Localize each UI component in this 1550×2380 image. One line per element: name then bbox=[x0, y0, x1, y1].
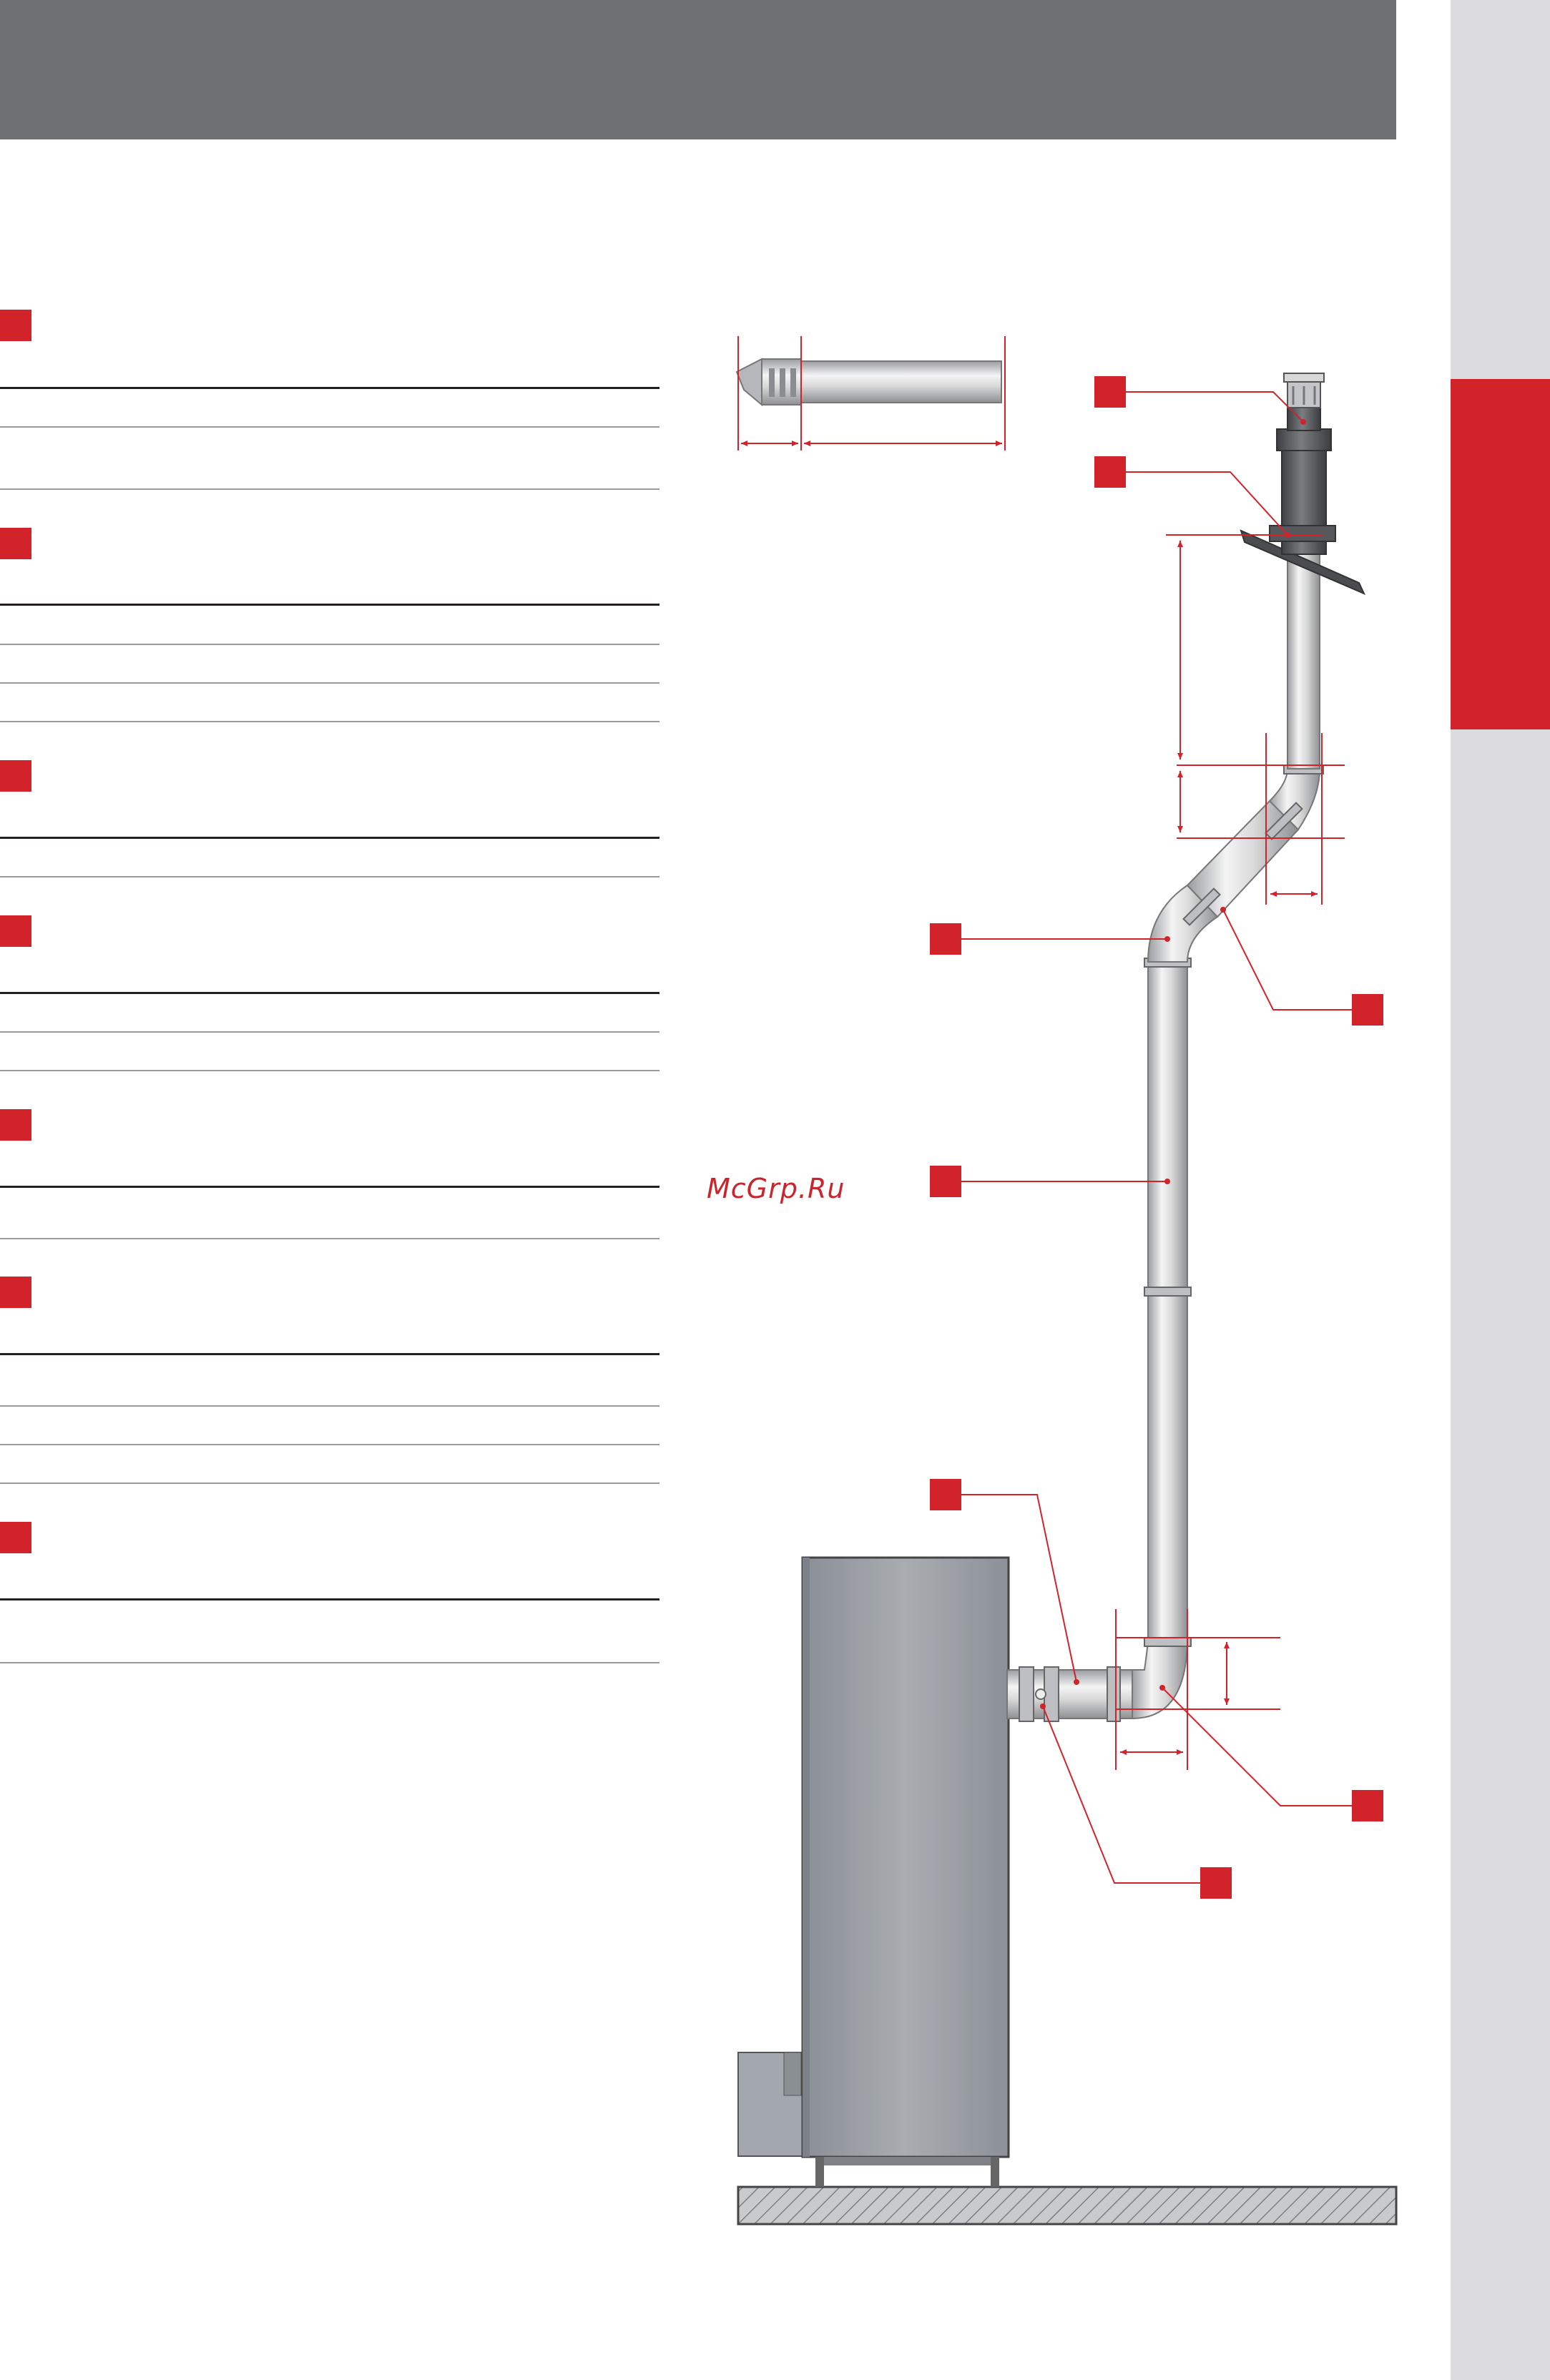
straight-pipe bbox=[1144, 958, 1191, 1646]
offset-elbow-45 bbox=[1148, 765, 1323, 962]
elbow-90 bbox=[1132, 1638, 1187, 1718]
callout-marker-icon bbox=[930, 923, 961, 955]
callout-marker-icon bbox=[930, 1479, 961, 1510]
callout-marker-icon bbox=[1094, 456, 1126, 488]
callout-marker-icon bbox=[1352, 994, 1383, 1026]
floor bbox=[738, 2187, 1396, 2224]
callout-marker-icon bbox=[930, 1166, 961, 1197]
watermark: McGrp.Ru bbox=[707, 1173, 845, 1204]
horizontal-terminal bbox=[737, 336, 1005, 451]
callout-marker-icon bbox=[1200, 1867, 1232, 1899]
boiler-adapter bbox=[1007, 1667, 1132, 1721]
callout-marker-icon bbox=[1094, 376, 1126, 408]
boiler bbox=[738, 1558, 1009, 2187]
callout-marker-icon bbox=[1352, 1790, 1383, 1821]
vertical-pipe bbox=[1287, 544, 1320, 769]
